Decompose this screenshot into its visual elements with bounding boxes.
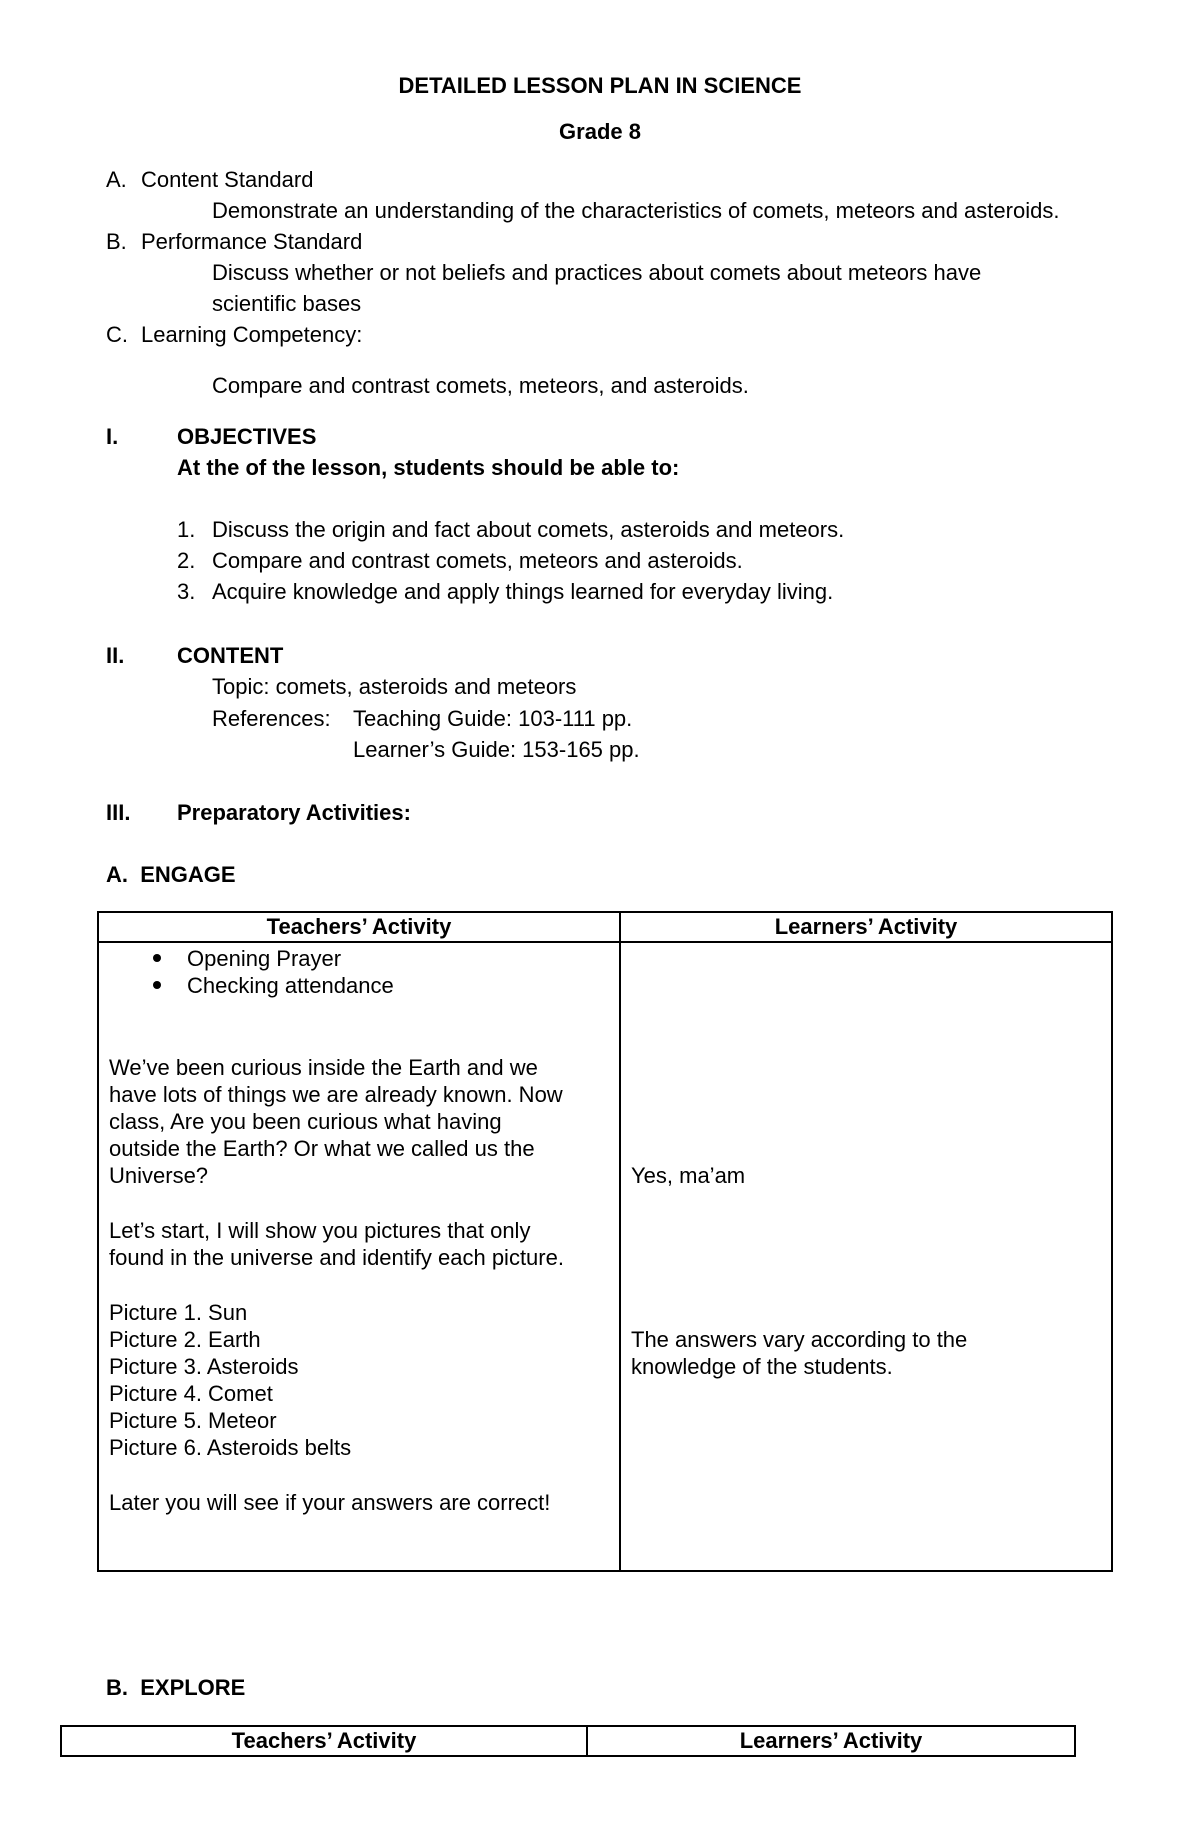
engage-picture-item: Picture 5. Meteor (109, 1408, 277, 1433)
engage-teacher-column-header: Teachers’ Activity (98, 912, 620, 942)
engage-picture-item: Picture 3. Asteroids (109, 1354, 299, 1379)
objective-item: Discuss the origin and fact about comets, asteroids and meteors. (212, 517, 845, 542)
engage-teacher-cell (98, 942, 620, 1571)
content-topic: Topic: comets, asteroids and meteors (212, 674, 577, 699)
objectives-subheading: At the of the lesson, students should be able to: (177, 455, 680, 480)
grade-label: Grade 8 (559, 119, 641, 144)
content-standard-text: Demonstrate an understanding of the characteristics of comets, meteors and asteroids. (212, 198, 1060, 223)
explore-heading: B. EXPLORE (106, 1675, 246, 1700)
engage-table-header-row (98, 912, 1112, 942)
engage-bullet-item: Checking attendance (187, 973, 394, 998)
performance-standard-text-line1: Discuss whether or not beliefs and practices about comets about meteors have (212, 260, 982, 285)
learner-response-line: The answers vary according to the (631, 1327, 968, 1352)
engage-bullet-item: Opening Prayer (187, 946, 342, 971)
engage-heading: A. ENGAGE (106, 862, 236, 887)
objective-item: Compare and contrast comets, meteors and asteroids. (212, 548, 743, 573)
engage-picture-item: Picture 1. Sun (109, 1300, 248, 1325)
performance-standard-letter: B. (106, 229, 127, 254)
reference-learners-guide: Learner’s Guide: 153-165 pp. (353, 737, 640, 762)
engage-closing-line: Later you will see if your answers are correct! (109, 1490, 551, 1515)
engage-paragraph-line: class, Are you been curious what having (109, 1109, 502, 1134)
objective-number: 3. (177, 579, 196, 604)
engage-picture-item: Picture 6. Asteroids belts (109, 1435, 352, 1460)
explore-table (60, 1725, 1076, 1757)
objective-item: Acquire knowledge and apply things learned for everyday living. (212, 579, 834, 604)
learner-response-line: knowledge of the students. (631, 1354, 893, 1379)
content-standard-letter: A. (106, 167, 127, 192)
engage-paragraph-line: outside the Earth? Or what we called us the (109, 1136, 535, 1161)
content-numeral: II. (106, 643, 125, 668)
engage-learner-cell (620, 942, 1112, 1571)
learning-competency-letter: C. (106, 322, 128, 347)
learning-competency-text: Compare and contrast comets, meteors, and asteroids. (212, 373, 749, 398)
document-title: DETAILED LESSON PLAN IN SCIENCE (398, 73, 802, 98)
learner-response: Yes, ma’am (631, 1163, 746, 1188)
references-label: References: (212, 706, 331, 731)
engage-learner-column-header: Learners’ Activity (620, 912, 1112, 942)
explore-teacher-column-header: Teachers’ Activity (61, 1726, 587, 1756)
performance-standard-text-line2: scientific bases (212, 291, 362, 316)
objectives-heading: OBJECTIVES (177, 424, 317, 449)
engage-paragraph-line: found in the universe and identify each picture. (109, 1245, 564, 1270)
bullet-icon (153, 954, 161, 962)
objective-number: 1. (177, 517, 196, 542)
engage-table (97, 911, 1113, 1572)
engage-paragraph-line: We’ve been curious inside the Earth and we (109, 1055, 538, 1080)
engage-picture-item: Picture 4. Comet (109, 1381, 273, 1406)
content-heading: CONTENT (177, 643, 284, 668)
content-standard-heading: Content Standard (141, 167, 314, 192)
engage-paragraph-line: Let’s start, I will show you pictures that only (109, 1218, 531, 1243)
engage-picture-item: Picture 2. Earth (109, 1327, 261, 1352)
bullet-icon (153, 981, 161, 989)
engage-paragraph-line: Universe? (109, 1163, 209, 1188)
engage-table-body-row (98, 942, 1112, 1571)
learning-competency-heading: Learning Competency: (141, 322, 363, 347)
performance-standard-heading: Performance Standard (141, 229, 363, 254)
explore-learner-column-header: Learners’ Activity (587, 1726, 1075, 1756)
reference-teaching-guide: Teaching Guide: 103-111 pp. (353, 706, 633, 731)
objectives-numeral: I. (106, 424, 119, 449)
objective-number: 2. (177, 548, 196, 573)
preparatory-heading: Preparatory Activities: (177, 800, 411, 825)
explore-table-header-row (61, 1726, 1075, 1756)
engage-paragraph-line: have lots of things we are already known. Now (109, 1082, 563, 1107)
preparatory-numeral: III. (106, 800, 131, 825)
